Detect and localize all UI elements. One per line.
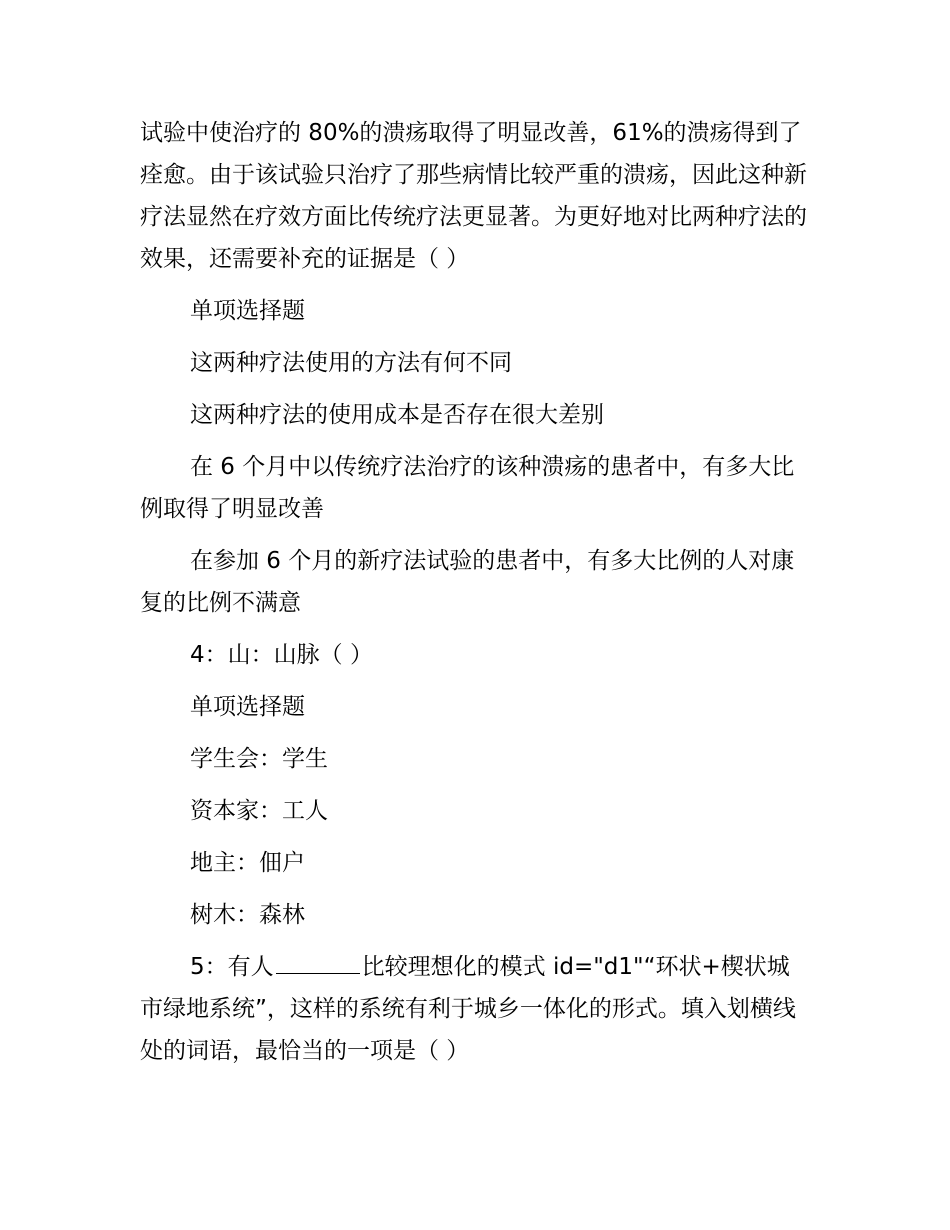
question-stem-continued: 试验中使治疗的 80%的溃疡取得了明显改善，61%的溃疡得到了痊愈。由于该试验只治疗了那些病情比较严重的溃疡，因此这种新疗法显然在疗效方面比传统疗法更显著。为更好地对比两种疗法的效果，还需要补充的证据是（ ） bbox=[140, 120, 807, 272]
fill-in-blank-line bbox=[276, 947, 360, 974]
option-c: 在 6 个月中以传统疗法治疗的该种溃疡的患者中，有多大比例取得了明显改善 bbox=[140, 454, 795, 522]
document-body bbox=[140, 112, 812, 1082]
option-d: 在参加 6 个月的新疗法试验的患者中，有多大比例的人对康复的比例不满意 bbox=[140, 548, 795, 616]
question-type-label: 单项选择题 bbox=[190, 298, 305, 324]
question-type-label: 单项选择题 bbox=[190, 694, 305, 720]
question-5-stem-end: 比较理想化的模式 id="d1"“环状+楔状城市绿地系统”，这样的系统有利于城乡一体化的形式。填入划横线处的词语，最恰当的一项是（ ） bbox=[140, 954, 796, 1064]
option-c: 地主：佃户 bbox=[190, 850, 305, 876]
question-5-stem bbox=[140, 946, 812, 1072]
question-5-stem-start: 5：有人 bbox=[190, 954, 274, 980]
option-a: 这两种疗法使用的方法有何不同 bbox=[190, 350, 512, 376]
option-d: 树木：森林 bbox=[190, 902, 305, 928]
option-a: 学生会：学生 bbox=[190, 746, 328, 772]
option-b: 资本家：工人 bbox=[190, 798, 328, 824]
option-b: 这两种疗法的使用成本是否存在很大差别 bbox=[190, 402, 604, 428]
question-4-stem: 4：山：山脉（ ） bbox=[190, 642, 373, 668]
